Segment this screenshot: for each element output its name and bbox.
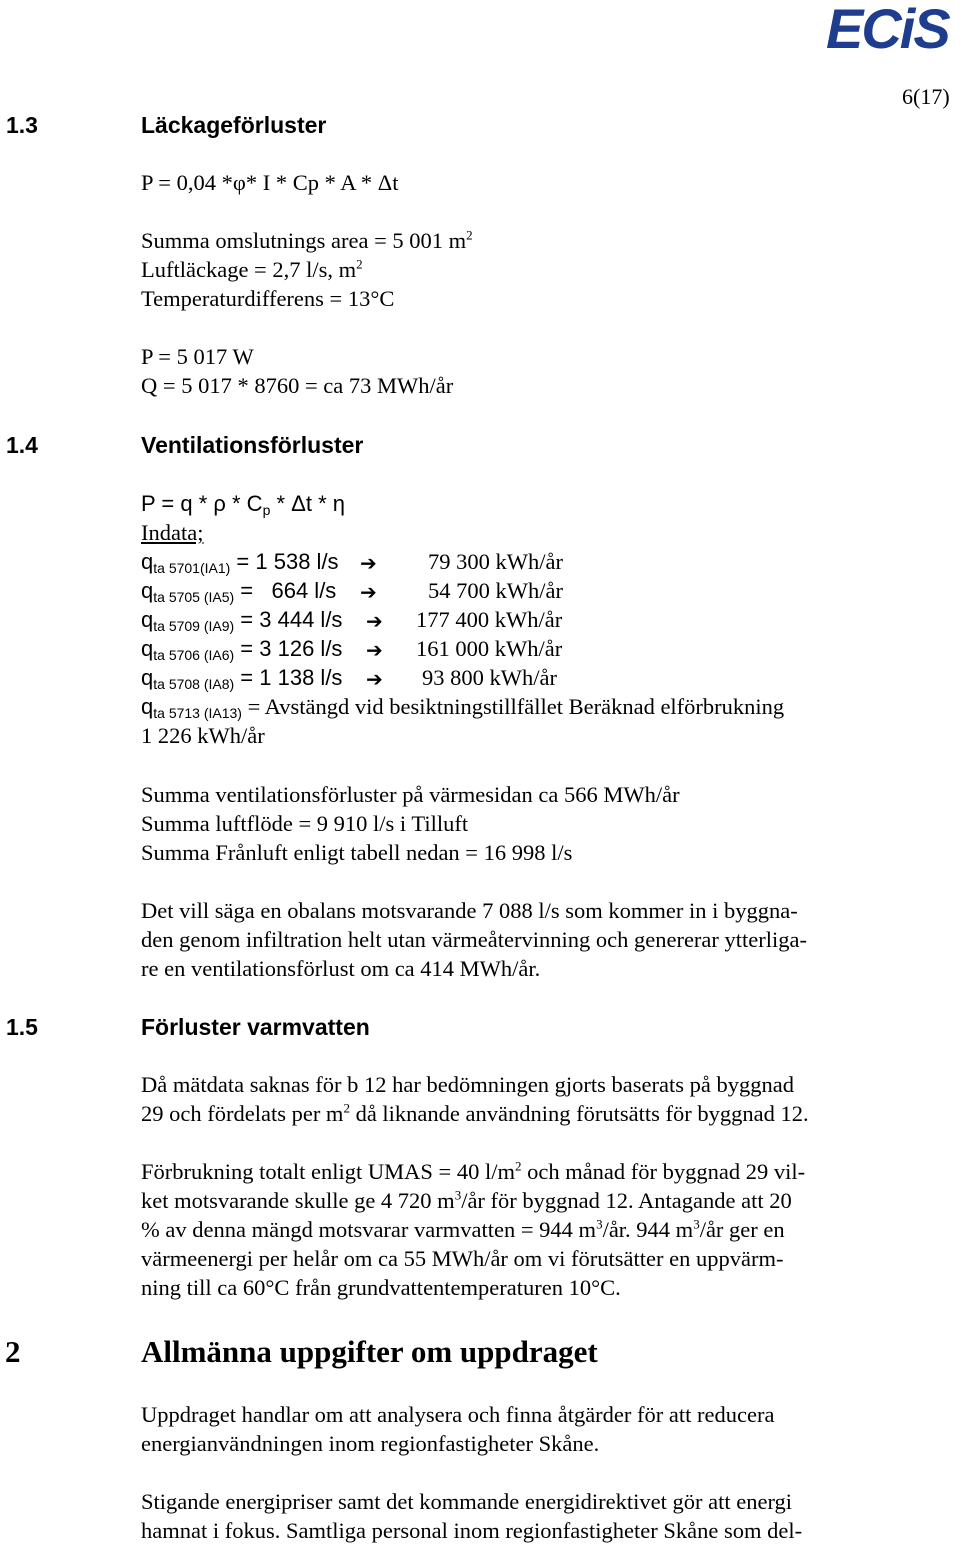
flow-row-closed: qta 5713 (IA13) = Avstängd vid besiktningstillfället Beräknad elförbrukning xyxy=(141,694,785,721)
ventilation-formula: $P = q * \rho * C_p * \Delta t * \eta$ xyxy=(141,491,345,518)
imbalance-paragraph-line: Det vill säga en obalans motsvarande 7 088 l/s som kommer in i byggna- xyxy=(141,898,798,923)
flow-energy: 177 400 kWh/år xyxy=(416,607,563,632)
consumption-paragraph-line: ning till ca 60°C från grundvattentemperaturen 10°C. xyxy=(141,1275,621,1300)
arrow-right-icon: ➔ xyxy=(366,609,383,633)
energy-line: Q = 5 017 * 8760 = ca 73 MWh/år xyxy=(141,373,454,398)
page-number: 6(17) xyxy=(902,84,950,109)
arrow-right-icon: ➔ xyxy=(366,638,383,662)
svg-text:ECiS: ECiS xyxy=(826,0,949,54)
hot-water-paragraph-line: Då mätdata saknas för b 12 har bedömningen gjorts baserats på byggnad xyxy=(141,1072,794,1097)
flow-energy: 93 800 kWh/år xyxy=(422,665,557,690)
arrow-right-icon: ➔ xyxy=(360,580,377,604)
sum-air-flow: Summa luftflöde = 9 910 l/s i Tilluft xyxy=(141,811,469,836)
consumption-paragraph-line: ket motsvarande skulle ge 4 720 $m^3/år$ för byggnad 12. Antagande att 20 xyxy=(141,1187,792,1213)
air-leakage-line: Luftläckage = 2,7 l/s, $m^2$ xyxy=(141,256,363,282)
imbalance-paragraph-line: re en ventilationsförlust om ca 414 MWh/år. xyxy=(141,956,541,981)
section-number-1-3: 1.3 xyxy=(6,112,38,138)
flow-row: $q_{ta 5705 (IA5)} = 664$ l/s xyxy=(141,578,337,605)
imbalance-paragraph-line: den genom infiltration helt utan värmeåtervinning och genererar ytterliga- xyxy=(141,927,807,952)
hot-water-paragraph-line: 29 och fördelats per $m^2$ då liknande användning förutsätts för byggnad 12. xyxy=(141,1100,809,1126)
envelope-area-line: Summa omslutnings area = 5 001 $m^2$ xyxy=(141,227,473,253)
flow-energy: 54 700 kWh/år xyxy=(428,578,563,603)
chapter-number-2: 2 xyxy=(5,1334,21,1369)
flow-energy: 161 000 kWh/år xyxy=(416,636,563,661)
energy-price-paragraph-line: hamnat i fokus. Samtliga personal inom regionfastigheter Skåne som del- xyxy=(141,1518,803,1543)
energy-price-paragraph-line: Stigande energipriser samt det kommande energidirektivet gör att energi xyxy=(141,1489,793,1514)
flow-energy: 79 300 kWh/år xyxy=(428,549,563,574)
section-number-1-5: 1.5 xyxy=(6,1014,38,1040)
assignment-paragraph-line: Uppdraget handlar om att analysera och finna åtgärder för att reducera xyxy=(141,1402,775,1427)
section-title-1-5: Förluster varmvatten xyxy=(141,1014,370,1040)
section-number-1-4: 1.4 xyxy=(6,432,38,458)
leakage-formula: P = 0,04 *φ* I * Cp * A * Δt xyxy=(141,170,399,195)
indata-label: Indata; xyxy=(141,520,204,545)
sum-exhaust-air: Summa Frånluft enligt tabell nedan = 16 998 l/s xyxy=(141,840,573,865)
flow-row: $q_{ta 5706 (IA6)} = 3$ 126 l/s xyxy=(141,636,343,663)
consumption-paragraph-line: % av denna mängd motsvarar varmvatten = 944 $m^3/år$. 944 $m^3/år$ ger en xyxy=(141,1216,785,1242)
section-title-1-3: Läckageförluster xyxy=(141,112,327,138)
sum-ventilation-losses: Summa ventilationsförluster på värmesidan ca 566 MWh/år xyxy=(141,782,680,807)
arrow-right-icon: ➔ xyxy=(360,551,377,575)
closed-row-continuation: 1 226 kWh/år xyxy=(141,723,265,748)
chapter-title-2: Allmänna uppgifter om uppdraget xyxy=(141,1334,598,1369)
flow-row: $q_{ta 5708 (IA8)} = 1$ 138 l/s xyxy=(141,665,343,692)
flow-row: $q_{ta 5709 (IA9)} = 3$ 444 l/s xyxy=(141,607,343,634)
section-title-1-4: Ventilationsförluster xyxy=(141,432,364,458)
arrow-right-icon: ➔ xyxy=(366,667,383,691)
power-line: P = 5 017 W xyxy=(141,344,254,369)
temperature-diff-line: Temperaturdifferens = 13°C xyxy=(141,286,395,311)
flow-row: $q_{ta 5701(IA1)} = 1$ 538 l/s xyxy=(141,549,339,576)
ecis-logo xyxy=(826,0,960,54)
consumption-paragraph-line: Förbrukning totalt enligt UMAS = 40 $l/m^2$ och månad för byggnad 29 vil- xyxy=(141,1158,806,1184)
assignment-paragraph-line: energianvändningen inom regionfastigheter Skåne. xyxy=(141,1431,600,1456)
consumption-paragraph-line: värmeenergi per helår om ca 55 MWh/år om vi förutsätter en uppvärm- xyxy=(141,1246,784,1271)
